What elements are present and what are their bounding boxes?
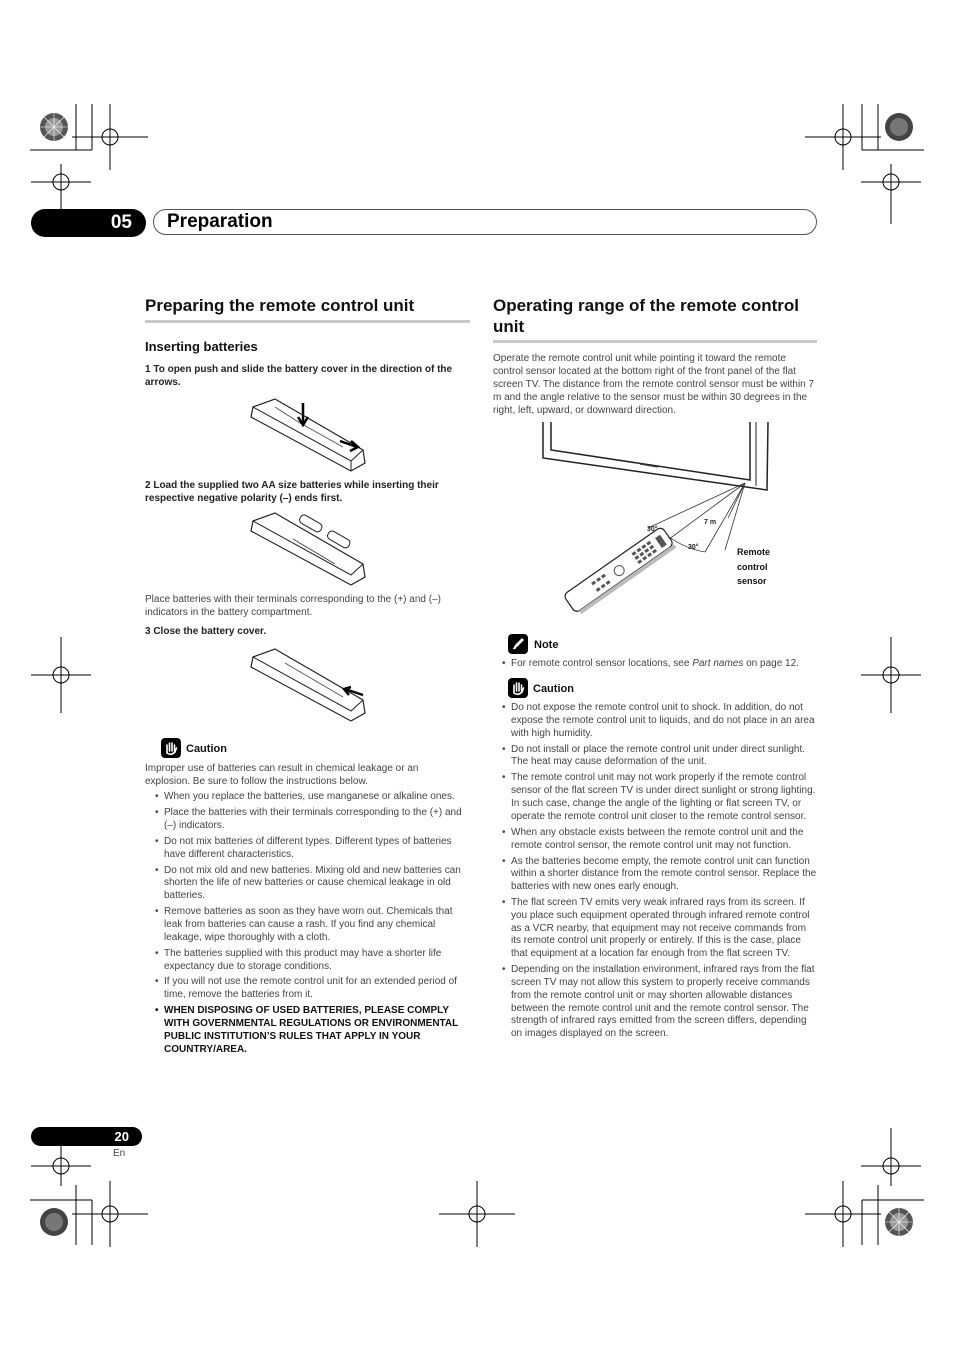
list-item: • Do not mix batteries of different types. Different types of batteries have different characteristics. <box>155 836 469 862</box>
note-pencil-icon <box>508 634 528 654</box>
place-batteries-text: Place batteries with their terminals corresponding to the (+) and (–) indicators in the battery compartment. <box>145 594 441 618</box>
list-item: • As the batteries become empty, the remote control unit can function within a shorter distance from the remote control sensor. Replace the batteries with new ones early enough. <box>502 856 818 894</box>
sensor-label: control <box>737 562 768 572</box>
sensor-label: sensor <box>737 576 767 586</box>
operating-range-intro: Operate the remote control unit while pointing it toward the remote control sensor located at the bottom right of the front panel of the flat screen TV. The distance from the remote control sensor must be within 7 m and the angle relative to the sensor must be within 30 degrees in the right, left, upward, or downward direction. <box>493 353 815 416</box>
remote-load-batteries-illustration <box>245 509 370 589</box>
caution-hand-icon <box>508 678 528 698</box>
list-item <box>502 658 820 671</box>
list-item: • If you will not use the remote control unit for an extended period of time, remove the batteries from it. <box>155 976 469 1002</box>
remote-caution-list <box>502 702 818 1044</box>
list-item: • Do not mix old and new batteries. Mixing old and new batteries can shorten the life of new batteries or cause chemical leakage in old batteries. <box>155 865 469 903</box>
caution-hand-icon <box>161 738 181 758</box>
operating-range-diagram <box>540 420 780 620</box>
left-section-title <box>145 295 470 323</box>
subsection-heading: Inserting batteries <box>145 339 258 354</box>
list-item: • When any obstacle exists between the remote control unit and the remote control sensor, the remote control unit may not function. <box>502 827 818 853</box>
list-item: • When you replace the batteries, use manganese or alkaline ones. <box>155 791 469 804</box>
battery-caution-list <box>155 791 469 1060</box>
note-label: Note <box>534 639 559 651</box>
remote-close-cover-illustration <box>245 645 370 725</box>
caution-label-left: Caution <box>186 743 227 755</box>
note-list <box>502 658 820 674</box>
section-heading: Preparing the remote control unit <box>145 296 415 315</box>
caution-intro: Improper use of batteries can result in chemical leakage or an explosion. Be sure to follow the instructions below. <box>145 763 419 787</box>
list-item: • The remote control unit may not work properly if the remote control sensor of the flat screen TV is under direct sunlight or strong lighting. In such case, change the angle of the lighting or flat screen TV, or operate the remote control unit closer to the remote control sensor. <box>502 772 818 823</box>
sensor-label: Remote <box>737 547 771 557</box>
note-ref: Part names <box>692 658 744 669</box>
section-heading: Operating range of the remote control unit <box>493 296 800 336</box>
step-3: 3 Close the battery cover. <box>145 626 267 637</box>
list-item: • Remove batteries as soon as they have worn out. Chemicals that leak from batteries can cause a rash. If you find any chemical leakage, wipe thoroughly with a cloth. <box>155 906 469 944</box>
list-item: • The batteries supplied with this product may have a shorter life expectancy due to storage conditions. <box>155 948 469 974</box>
page-number: 20 <box>31 1127 142 1146</box>
angle-label: 30° <box>688 544 699 551</box>
chapter-number: 05 <box>31 209 146 237</box>
list-item: • Depending on the installation environment, infrared rays from the flat screen TV may not allow this system to properly receive commands from the remote control unit or may shorten allowable distances between the remote control unit and the remote control sensor. The strength of infrared rays emitted from the screen differs, depending on images displayed on the screen. <box>502 964 818 1041</box>
list-item: • The flat screen TV emits very weak infrared rays from its screen. If you place such equipment operated through infrared remote control as a VCR nearby, that equipment may not receive commands from its remote control unit properly or entirely. If this is the case, place that equipment at a location far enough from the flat screen TV. <box>502 897 818 961</box>
list-item: • Do not expose the remote control unit to shock. In addition, do not expose the remote control unit to liquids, and do not place in an area with high humidity. <box>502 702 818 740</box>
chapter-title: Preparation <box>167 211 273 232</box>
right-section-title <box>493 295 817 343</box>
list-item: • Do not install or place the remote control unit under direct sunlight. The heat may cause deformation of the unit. <box>502 744 818 770</box>
note-suffix: on page 12. <box>743 658 799 669</box>
list-item: • WHEN DISPOSING OF USED BATTERIES, PLEASE COMPLY WITH GOVERNMENTAL REGULATIONS OR ENVIRONMENTAL PUBLIC INSTITUTION’S RULES THAT APPLY IN YOUR COUNTRY/AREA. <box>155 1005 469 1056</box>
caution-label-right: Caution <box>533 683 574 695</box>
step-2: 2 Load the supplied two AA size batteries while inserting their respective negative polarity (–) ends first. <box>145 480 439 504</box>
distance-label: 7 m <box>704 519 717 526</box>
note-text: For remote control sensor locations, see <box>511 658 693 669</box>
angle-label: 30° <box>647 526 658 533</box>
remote-open-cover-illustration <box>245 395 370 475</box>
step-1: 1 To open push and slide the battery cover in the direction of the arrows. <box>145 364 453 388</box>
language-code: En <box>113 1148 126 1159</box>
list-item: • Place the batteries with their terminals corresponding to the (+) and (–) indicators. <box>155 807 469 833</box>
